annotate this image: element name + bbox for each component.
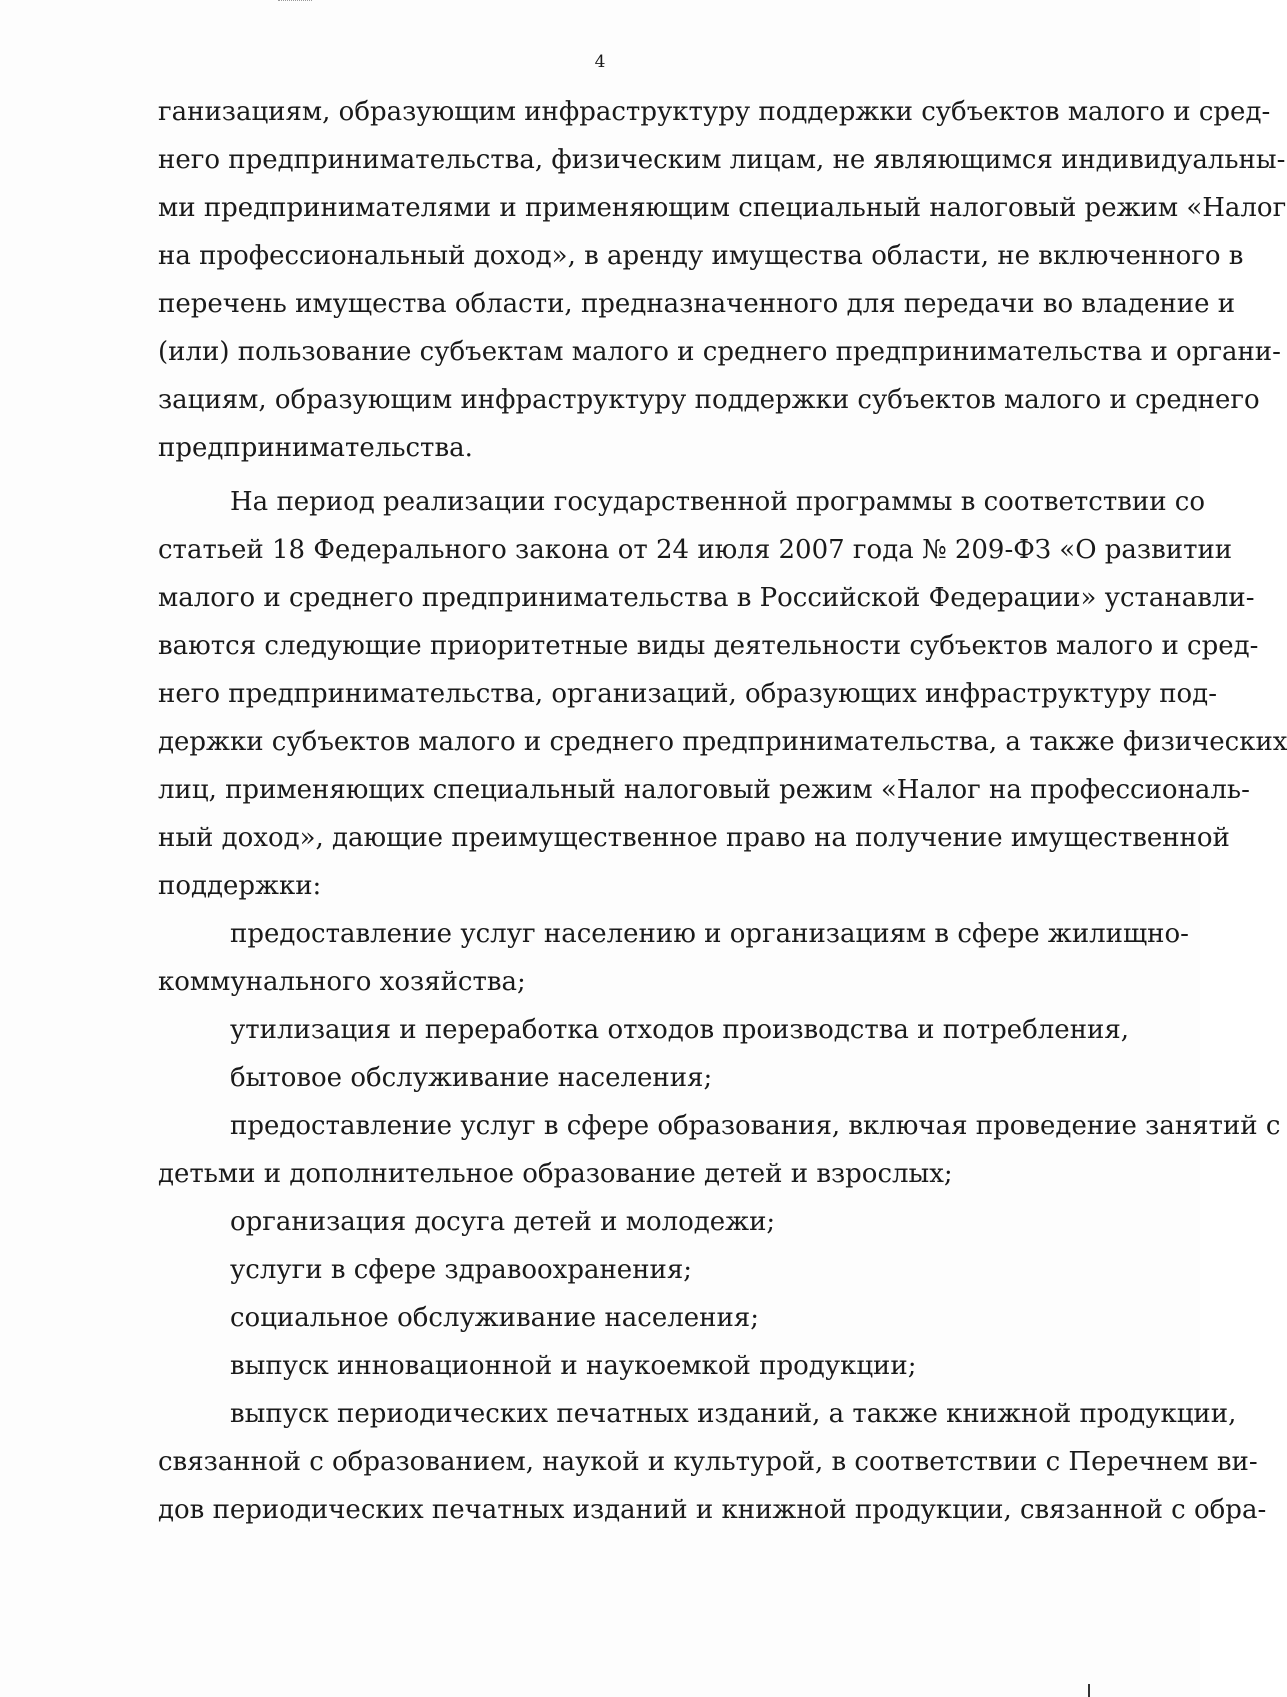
list-item-line: предоставление услуг населению и организациям в сфере жилищно- — [230, 919, 1189, 949]
list-item-line: утилизация и переработка отходов производства и потребления, — [230, 1015, 1130, 1045]
text-line: держки субъектов малого и среднего предпринимательства, а также физических — [158, 727, 1287, 757]
text-line: ный доход», дающие преимущественное право на получение имущественной — [158, 823, 1230, 853]
text-line: лиц, применяющих специальный налоговый режим «Налог на профессиональ- — [158, 775, 1250, 805]
text-line: зациям, образующим инфраструктуру поддержки субъектов малого и среднего — [158, 385, 1260, 415]
text-line: поддержки: — [158, 871, 322, 901]
body-text — [158, 88, 1287, 1534]
list-item-line: выпуск инновационной и наукоемкой продукции; — [230, 1351, 917, 1381]
text-line: малого и среднего предпринимательства в Российской Федерации» устанавли- — [158, 583, 1255, 613]
text-line: перечень имущества области, предназначенного для передачи во владение и — [158, 289, 1236, 319]
paragraph-start-line: На период реализации государственной программы в соответствии со — [230, 487, 1205, 517]
text-line: на профессиональный доход», в аренду имущества области, не включенного в — [158, 241, 1244, 271]
text-line: предпринимательства. — [158, 433, 473, 463]
list-item-line: коммунального хозяйства; — [158, 967, 526, 997]
list-item-line: дов периодических печатных изданий и книжной продукции, связанной с обра- — [158, 1495, 1267, 1525]
text-line: ми предпринимателями и применяющим специальный налоговый режим «Налог — [158, 193, 1287, 223]
list-item-line: организация досуга детей и молодежи; — [230, 1207, 776, 1237]
scan-artifact — [278, 0, 312, 4]
text-line: него предпринимательства, физическим лицам, не являющимся индивидуальны- — [158, 145, 1286, 175]
list-item-line: бытовое обслуживание населения; — [230, 1063, 713, 1093]
text-line: (или) пользование субъектам малого и среднего предпринимательства и органи- — [158, 337, 1281, 367]
scan-artifact-tick — [1088, 1684, 1090, 1697]
text-line: статьей 18 Федерального закона от 24 июля 2007 года № 209-ФЗ «О развитии — [158, 535, 1233, 565]
page-number: 4 — [594, 52, 606, 72]
text-line: ваются следующие приоритетные виды деятельности субъектов малого и сред- — [158, 631, 1259, 661]
text-line: него предпринимательства, организаций, образующих инфраструктуру под- — [158, 679, 1217, 709]
text-line: ганизациям, образующим инфраструктуру поддержки субъектов малого и сред- — [158, 97, 1271, 127]
list-item-line: услуги в сфере здравоохранения; — [230, 1255, 693, 1285]
list-item-line: связанной с образованием, наукой и культурой, в соответствии с Перечнем ви- — [158, 1447, 1258, 1477]
list-item-line: социальное обслуживание населения; — [230, 1303, 759, 1333]
list-item-line: детьми и дополнительное образование детей и взрослых; — [158, 1159, 953, 1189]
list-item-line: предоставление услуг в сфере образования, включая проведение занятий с — [230, 1111, 1281, 1141]
list-item-line: выпуск периодических печатных изданий, а также книжной продукции, — [230, 1399, 1237, 1429]
